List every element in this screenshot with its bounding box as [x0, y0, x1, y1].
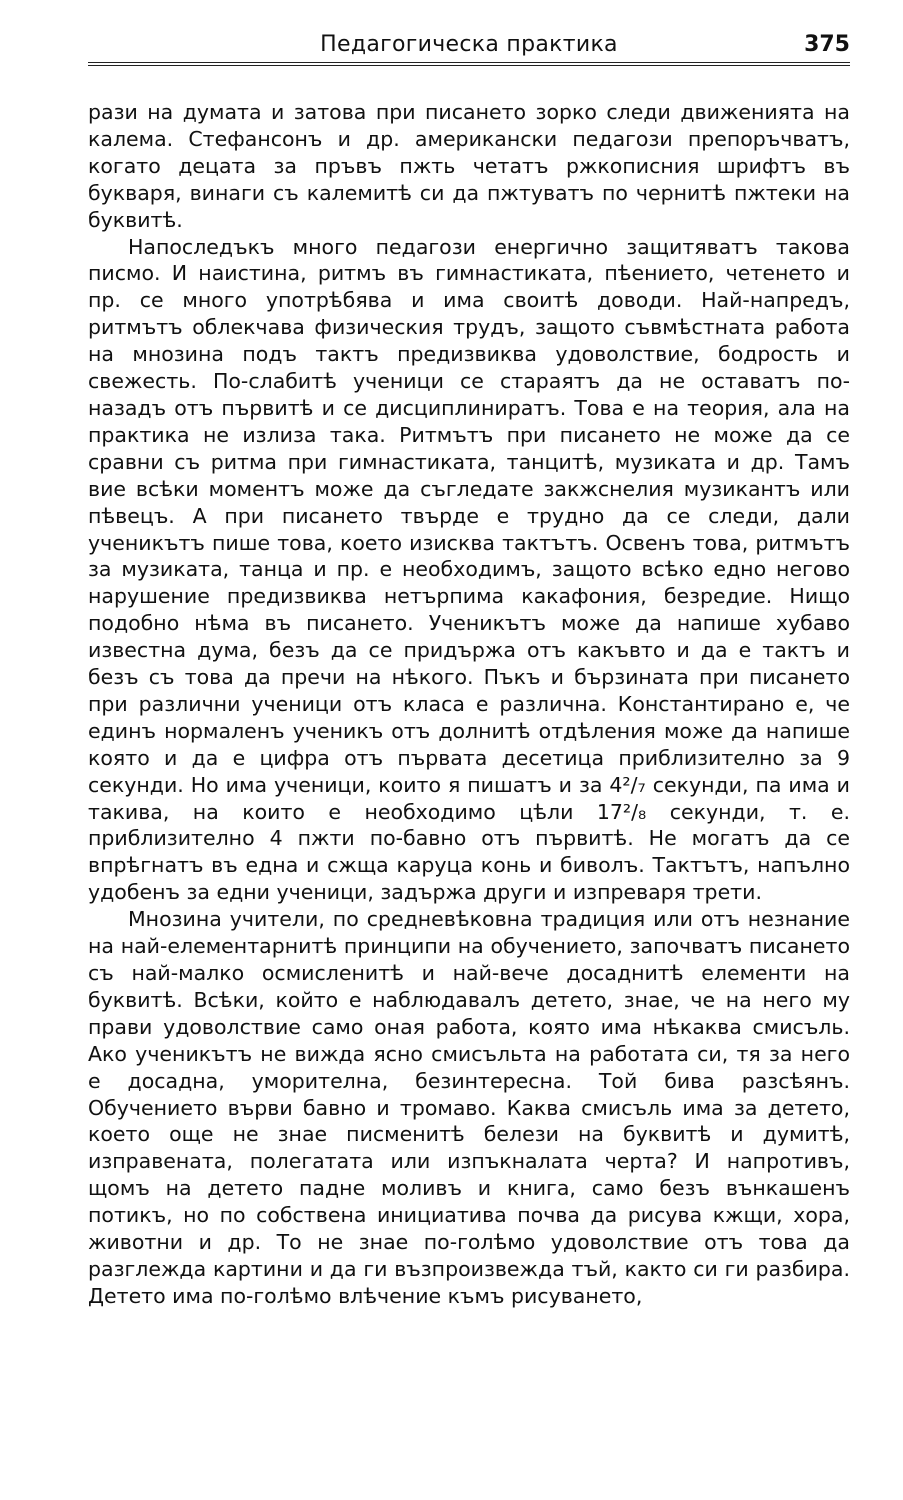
paragraph-rhythm-writing: Напоследъкъ много педагози енергично защитяватъ такова писмо. И наистина, ритмъ въ гимнастиката, пѣението, четенето и пр. се много употрѣбява и има своитѣ доводи. Най-напредъ, ритмътъ облекчава физическия трудъ, защото съвмѣстната работа на мнозина подъ тактъ предизвиква удоволствие, бодрость и свежесть. По-слабитѣ ученици се стараятъ да не оставатъ по-назадъ отъ първитѣ и се дисциплиниратъ. Това е на теория, ала на практика не излиза така. Ритмътъ при писането не може да се сравни съ ритма при гимнастиката, танцитѣ, музиката и др. Тамъ вие всѣки моментъ може да съгледате закжснелия музикантъ или пѣвецъ. А при писането твърде е трудно да се следи, дали ученикътъ пише това, което изисква тактътъ. Освенъ това, ритмътъ за музиката, танца и пр. е необходимъ, защото всѣко едно негово нарушение предизвиква нетърпима какафония, безредие. Нищо подобно нѣма въ писането. Ученикътъ може да напише хубаво известна дума, безъ да се придържа отъ какъвто и да е тактъ и безъ съ това да пречи на нѣкого. Пъкъ и бързината при писането при различни ученици отъ класа е различна. Константирано е, че единъ нормаленъ ученикъ отъ долнитѣ отдѣления може да напише която и да е цифра отъ първата десетица приблизително за 9 секунди. Но има ученици, които я пишатъ и за 4²/₇ секунди, па има и такива, на които е необходимо цѣли 17²/₈ секунди, т. е. приблизително 4 пжти по-бавно отъ първитѣ. Не могатъ да се впрѣгнатъ въ една и сжща каруца конь и биволъ. Тактътъ, напълно удобенъ за едни ученици, задържа други и изпреваря трети.	[88, 234, 850, 905]
running-header	[88, 28, 850, 62]
paragraph-continuation: рази на думата и затова при писането зорко следи движенията на калема. Стефансонъ и др. американски педагози препоръчватъ, когато децата за пръвъ пжть четатъ ржкописния шрифтъ въ букваря, винаги съ калемитѣ си да пжтуватъ по чернитѣ пжтеки на буквитѣ.	[88, 100, 850, 232]
page-number: 375	[804, 32, 850, 57]
paragraph-teachers-tradition: Мнозина учители, по средневѣковна традиция или отъ незнание на най-елементарнитѣ принципи на обучението, започватъ писането съ най-малко осмисленитѣ и най-вече досаднитѣ елементи на буквитѣ. Всѣки, който е наблюдавалъ детето, знае, че на него му прави удоволствие само оная работа, която има нѣкаква смисъль. Ако ученикътъ не вижда ясно смисъльта на работата си, тя за него е досадна, уморителна, безинтересна. Той бива разсѣянъ. Обучението върви бавно и тромаво. Каква смисъль има за детето, което още не знае писменитѣ белези на буквитѣ и думитѣ, изправената, полегатата или изпъкналата черта? И напротивъ, щомъ на детето падне моливъ и книга, само безъ вънкашенъ потикъ, но по собствена инициатива почва да рисува кжщи, хора, животни и др. То не знае по-голѣмо удоволствие отъ това да разглежда картини и да ги възпроизвежда тъй, както си ги разбира. Детето има по-голѣмо влѣчение къмъ рисуването,	[88, 907, 850, 1308]
book-page	[88, 28, 850, 1468]
body-text	[88, 99, 850, 1310]
running-title: Педагогическа практика	[320, 32, 618, 57]
header-rule	[88, 62, 850, 66]
